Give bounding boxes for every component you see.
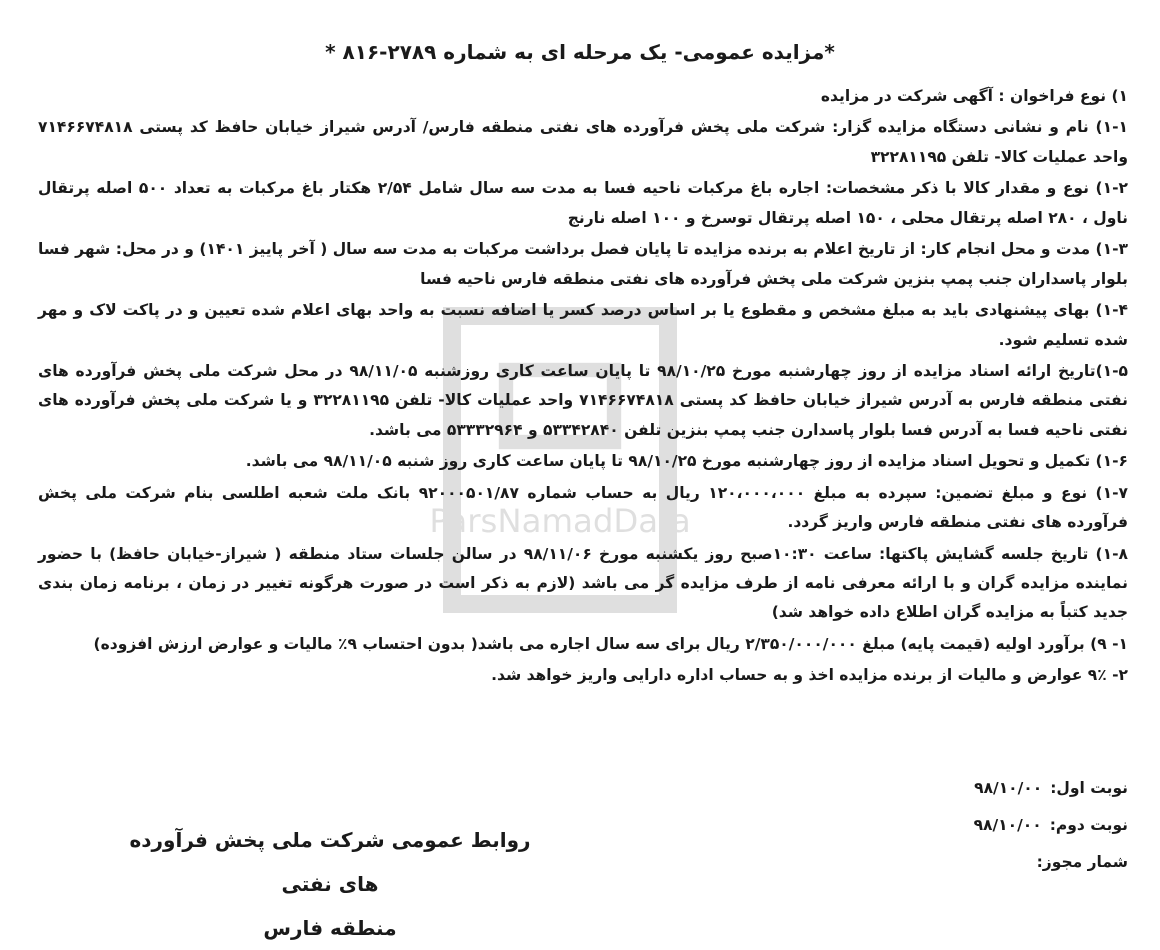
paragraph-1-1: ۱-۱) نام و نشانی دستگاه مزایده گزار: شرکت ملی پخش فرآورده های نفتی منطقه فارس/ آدرس شیراز خیابان حافظ کد پستی ۷۱۴۶۶۷۴۸۱۸ واحد عملیات کالا- تلفن ۳۲۲۸۱۱۹۵ (38, 118, 1128, 166)
permit-label: شمار مجوز: (1036, 853, 1128, 872)
issuer-line-2: منطقه فارس (263, 916, 397, 940)
issuer-line-1: روابط عمومی شرکت ملی پخش فرآورده های نفتی (129, 828, 531, 896)
paragraph-1-2: ۱-۲) نوع و مقدار کالا با ذکر مشخصات: اجاره باغ مرکبات ناحیه فسا به مدت سه سال شامل ۲/۵۴ هکتار باغ مرکبات به تعداد ۵۰۰ اصله پرتقال ناول ، ۲۸۰ اصله پرتقال محلی ، ۱۵۰ اصله پرتقال توسرخ و ۱۰۰ اصله نارنج (38, 179, 1128, 227)
first-round-row (828, 770, 1128, 807)
paragraph-1-3: ۱-۳) مدت و محل انجام کار: از تاریخ اعلام به برنده مزایده تا پایان فصل برداشت مرکبات به مدت سه سال ( آخر پاییز ۱۴۰۱) و در محل: شهر فسا بلوار پاسداران جنب پمپ بنزین شرکت ملی پخش فرآورده های نفتی منطقه فارس ناحیه فسا (38, 240, 1128, 288)
document-body (38, 82, 1128, 693)
second-round-label: نوبت دوم: (1049, 816, 1128, 835)
second-round-date: ۹۸/۱۰/۰۰ (973, 816, 1042, 835)
first-round-date: ۹۸/۱۰/۰۰ (974, 779, 1043, 797)
paragraph-2-9: ۲- ۹٪ عوارض و مالیات از برنده مزایده اخذ و به حساب اداره دارایی واریز خواهد شد. (491, 666, 1128, 685)
issuer-signature (110, 818, 550, 950)
first-round-label: نوبت اول: (1050, 779, 1128, 797)
paragraph-1-6: ۱-۶) تکمیل و تحویل اسناد مزایده از روز چهارشنبه مورخ ۹۸/۱۰/۲۵ تا پایان ساعت کاری روز شنبه ۹۸/۱۱/۰۵ می باشد. (245, 452, 1128, 471)
paragraph-1: ۱) نوع فراخوان : آگهی شرکت در مزایده (820, 87, 1128, 105)
svg-text:ParsNamadData: ParsNamadData (429, 502, 691, 540)
permit-row (828, 844, 1128, 881)
document-title: * مزایده عمومی- یک مرحله ای به شماره ۲۷۸۹-۸۱۶* (325, 40, 835, 64)
paragraph-1-5: ۱-۵)تاریخ ارائه اسناد مزایده از روز چهارشنبه مورخ ۹۸/۱۰/۲۵ تا پایان ساعت کاری روزشنبه ۹۸/۱۱/۰۵ در محل شرکت ملی پخش فرآورده های نفتی منطقه فارس به آدرس شیراز خیابان حافظ کد پستی ۷۱۴۶۶۷۴۸۱۸ واحد عملیات کالا- تلفن ۳۲۲۸۱۱۹۵ و یا شرکت ملی پخش فرآورده های نفتی ناحیه فسا به آدرس فسا بلوار پاسدارن جنب پمپ بنزین تلفن ۵۳۳۴۲۸۴۰ و ۵۳۳۳۲۹۶۴ می باشد. (38, 361, 1129, 439)
paragraph-1-4: ۱-۴) بهای پیشنهادی باید به مبلغ مشخص و مقطوع یا بر اساس درصد کسر یا اضافه نسبت به واحد بهای اعلام شده تعیین و در پاکت لاک و مهر شده تسلیم شود. (38, 301, 1128, 349)
publication-info (828, 770, 1128, 882)
paragraph-1-8: ۱-۸) تاریخ جلسه گشایش پاکتها: ساعت ۱۰:۳۰صبح روز یکشنبه مورخ ۹۸/۱۱/۰۶ در سالن جلسات ستاد منطقه ( شیراز-خیابان حافظ) با حضور نماینده مزایده گران و با ارائه معرفی نامه از طرف مزایده گر می باشد (لازم به ذکر است در صورت هرگونه تغییر در زمان ، برنامه زمان بندی جدید کتباً به مزایده گران اطلاع داده خواهد شد) (38, 544, 1128, 622)
paragraph-1-9: ۱- ۹) برآورد اولیه (قیمت پایه) مبلغ ۲/۳۵۰/۰۰۰/۰۰۰ ریال برای سه سال اجاره می باشد( بدون احتساب ۹٪ مالیات و عوارض ارزش افزوده) (93, 634, 1128, 653)
second-round-row (828, 807, 1128, 844)
paragraph-1-7: ۱-۷) نوع و مبلغ تضمین: سپرده به مبلغ ۱۲۰،۰۰۰،۰۰۰ ریال به حساب شماره ۹۲۰۰۰۵۰۱/۸۷ بانک ملت شعبه اطلسی بنام شرکت ملی پخش فرآورده های نفتی منطقه فارس واریز گردد. (38, 483, 1129, 532)
